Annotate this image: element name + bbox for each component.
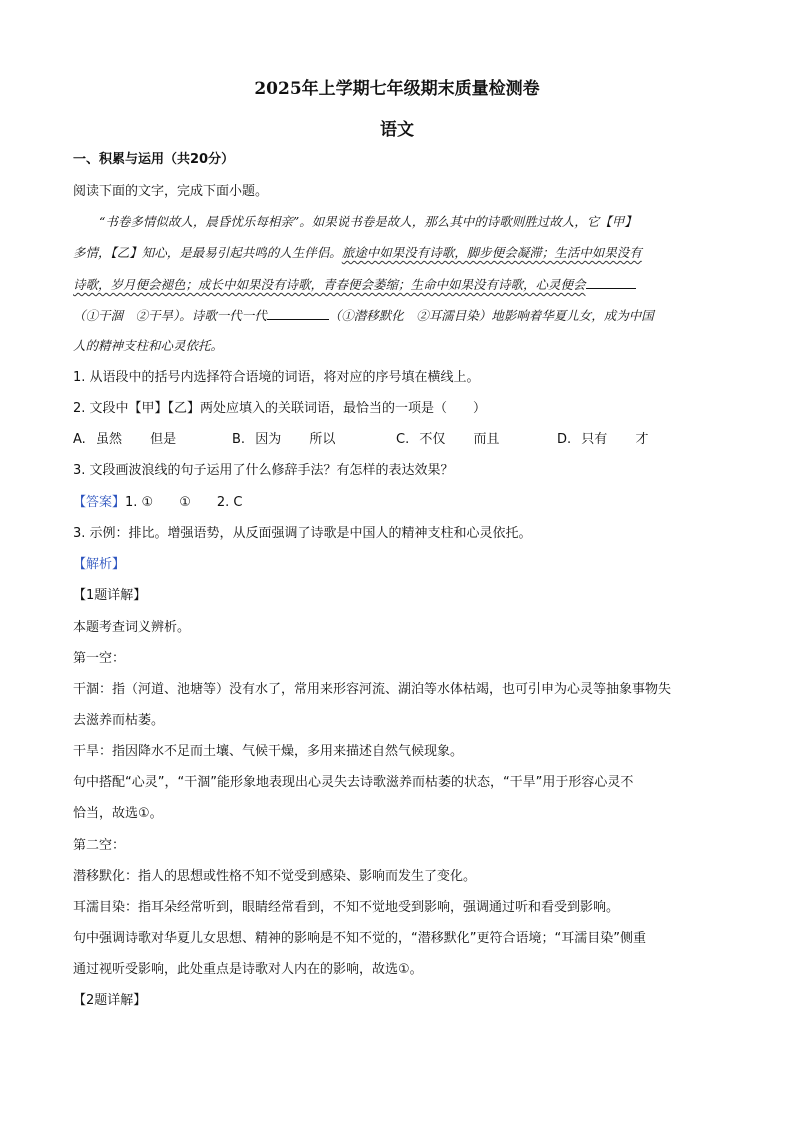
- question-1: 1. 从语段中的括号内选择符合语境的词语，将对应的序号填在横线上。: [73, 370, 480, 385]
- option-letter: D.: [557, 432, 572, 447]
- answer-row: [73, 494, 242, 512]
- subject-title: 语文: [380, 120, 414, 140]
- option-letter: C.: [396, 432, 410, 447]
- analysis-line: 干涸：指（河道、池塘等）没有水了，常用来形容河流、湖泊等水体枯竭，也可引申为心灵等抽象事物失: [73, 682, 672, 697]
- passage-line-1: “书卷多情似故人，晨昏忧乐每相亲”。如果说书卷是故人，那么其中的诗歌则胜过故人，它【甲】: [99, 214, 637, 229]
- analysis-line: 潜移默化：指人的思想或性格不知不觉受到感染、影响而发生了变化。: [73, 869, 477, 884]
- passage-line-2: [73, 244, 642, 262]
- exam-title: 2025年上学期七年级期末质量检测卷: [254, 79, 540, 99]
- option-letter: A.: [73, 432, 86, 447]
- option-word-1: 不仅: [419, 432, 446, 447]
- answer-blank-2[interactable]: [267, 306, 329, 320]
- option-word-2: 才: [635, 432, 649, 447]
- answer-label: 【答案】: [73, 495, 126, 510]
- wavy-sentence-part-1: 旅途中如果没有诗歌，脚步便会凝滞；生活中如果没有: [341, 245, 642, 260]
- analysis-line: 恰当，故选①。: [73, 806, 163, 821]
- analysis-line: 句中强调诗歌对华夏儿女思想、精神的影响是不知不觉的，“潜移默化”更符合语境；“耳濡目染”侧重: [73, 931, 646, 946]
- question-2: 2. 文段中【甲】【乙】两处应填入的关联词语，最恰当的一项是（ ）: [73, 401, 487, 416]
- question-2-option-a: [73, 431, 176, 449]
- section-heading: 一、积累与运用（共20分）: [73, 152, 235, 167]
- option-word-2: 所以: [309, 432, 336, 447]
- question-2-option-d: [557, 431, 648, 449]
- analysis-line: 本题考查词义辨析。: [73, 620, 191, 635]
- blank-2-heading: 第二空：: [73, 838, 126, 853]
- blank-1-heading: 第一空：: [73, 651, 126, 666]
- passage-line-4: [73, 306, 654, 325]
- question-3: 3. 文段画波浪线的句子运用了什么修辞手法？有怎样的表达效果？: [73, 463, 454, 478]
- option-letter: B.: [232, 432, 246, 447]
- analysis-label: 【解析】: [73, 557, 126, 572]
- question-2-option-c: [396, 431, 500, 449]
- answer-blank-1[interactable]: [586, 275, 636, 289]
- option-word-1: 因为: [255, 432, 282, 447]
- option-word-2: 而且: [473, 432, 500, 447]
- option-word-1: 只有: [581, 432, 608, 447]
- analysis-line: 通过视听受影响，此处重点是诗歌对人内在的影响，故选①。: [73, 962, 423, 977]
- q2-detail-heading: 【2题详解】: [73, 993, 147, 1008]
- question-2-option-b: [232, 431, 335, 449]
- passage-line-2-plain: 多情，【乙】知心，是最易引起共鸣的人生伴侣。: [73, 245, 342, 260]
- analysis-line: 句中搭配“心灵”，“干涸”能形象地表现出心灵失去诗歌滋养而枯萎的状态，“干旱”用于形容心灵不: [73, 775, 634, 790]
- passage-line-4a: （①干涸 ②干旱）。诗歌一代一代: [73, 308, 267, 323]
- analysis-line: 去滋养而枯萎。: [73, 713, 165, 728]
- passage-line-4b: （①潜移默化 ②耳濡目染）地影响着华夏儿女，成为中国: [328, 308, 654, 323]
- answer-3: 3. 示例：排比。增强语势，从反面强调了诗歌是中国人的精神支柱和心灵依托。: [73, 526, 532, 541]
- option-word-1: 虽然: [95, 432, 122, 447]
- reading-instruction: 阅读下面的文字，完成下面小题。: [73, 184, 269, 199]
- option-word-2: 但是: [150, 432, 177, 447]
- passage-line-5: 人的精神支柱和心灵依托。: [73, 338, 224, 353]
- wavy-sentence-part-2: 诗歌，岁月便会褪色；成长中如果没有诗歌，青春便会萎缩；生命中如果没有诗歌，心灵便会: [73, 277, 586, 292]
- passage-line-3: [73, 275, 636, 294]
- analysis-line: 干旱：指因降水不足而土壤、气候干燥，多用来描述自然气候现象。: [73, 744, 464, 759]
- analysis-line: 耳濡目染：指耳朵经常听到，眼睛经常看到，不知不觉地受到影响，强调通过听和看受到影响。: [73, 900, 620, 915]
- q1-detail-heading: 【1题详解】: [73, 588, 147, 603]
- answer-1-2: 1. ① ① 2. C: [125, 495, 243, 510]
